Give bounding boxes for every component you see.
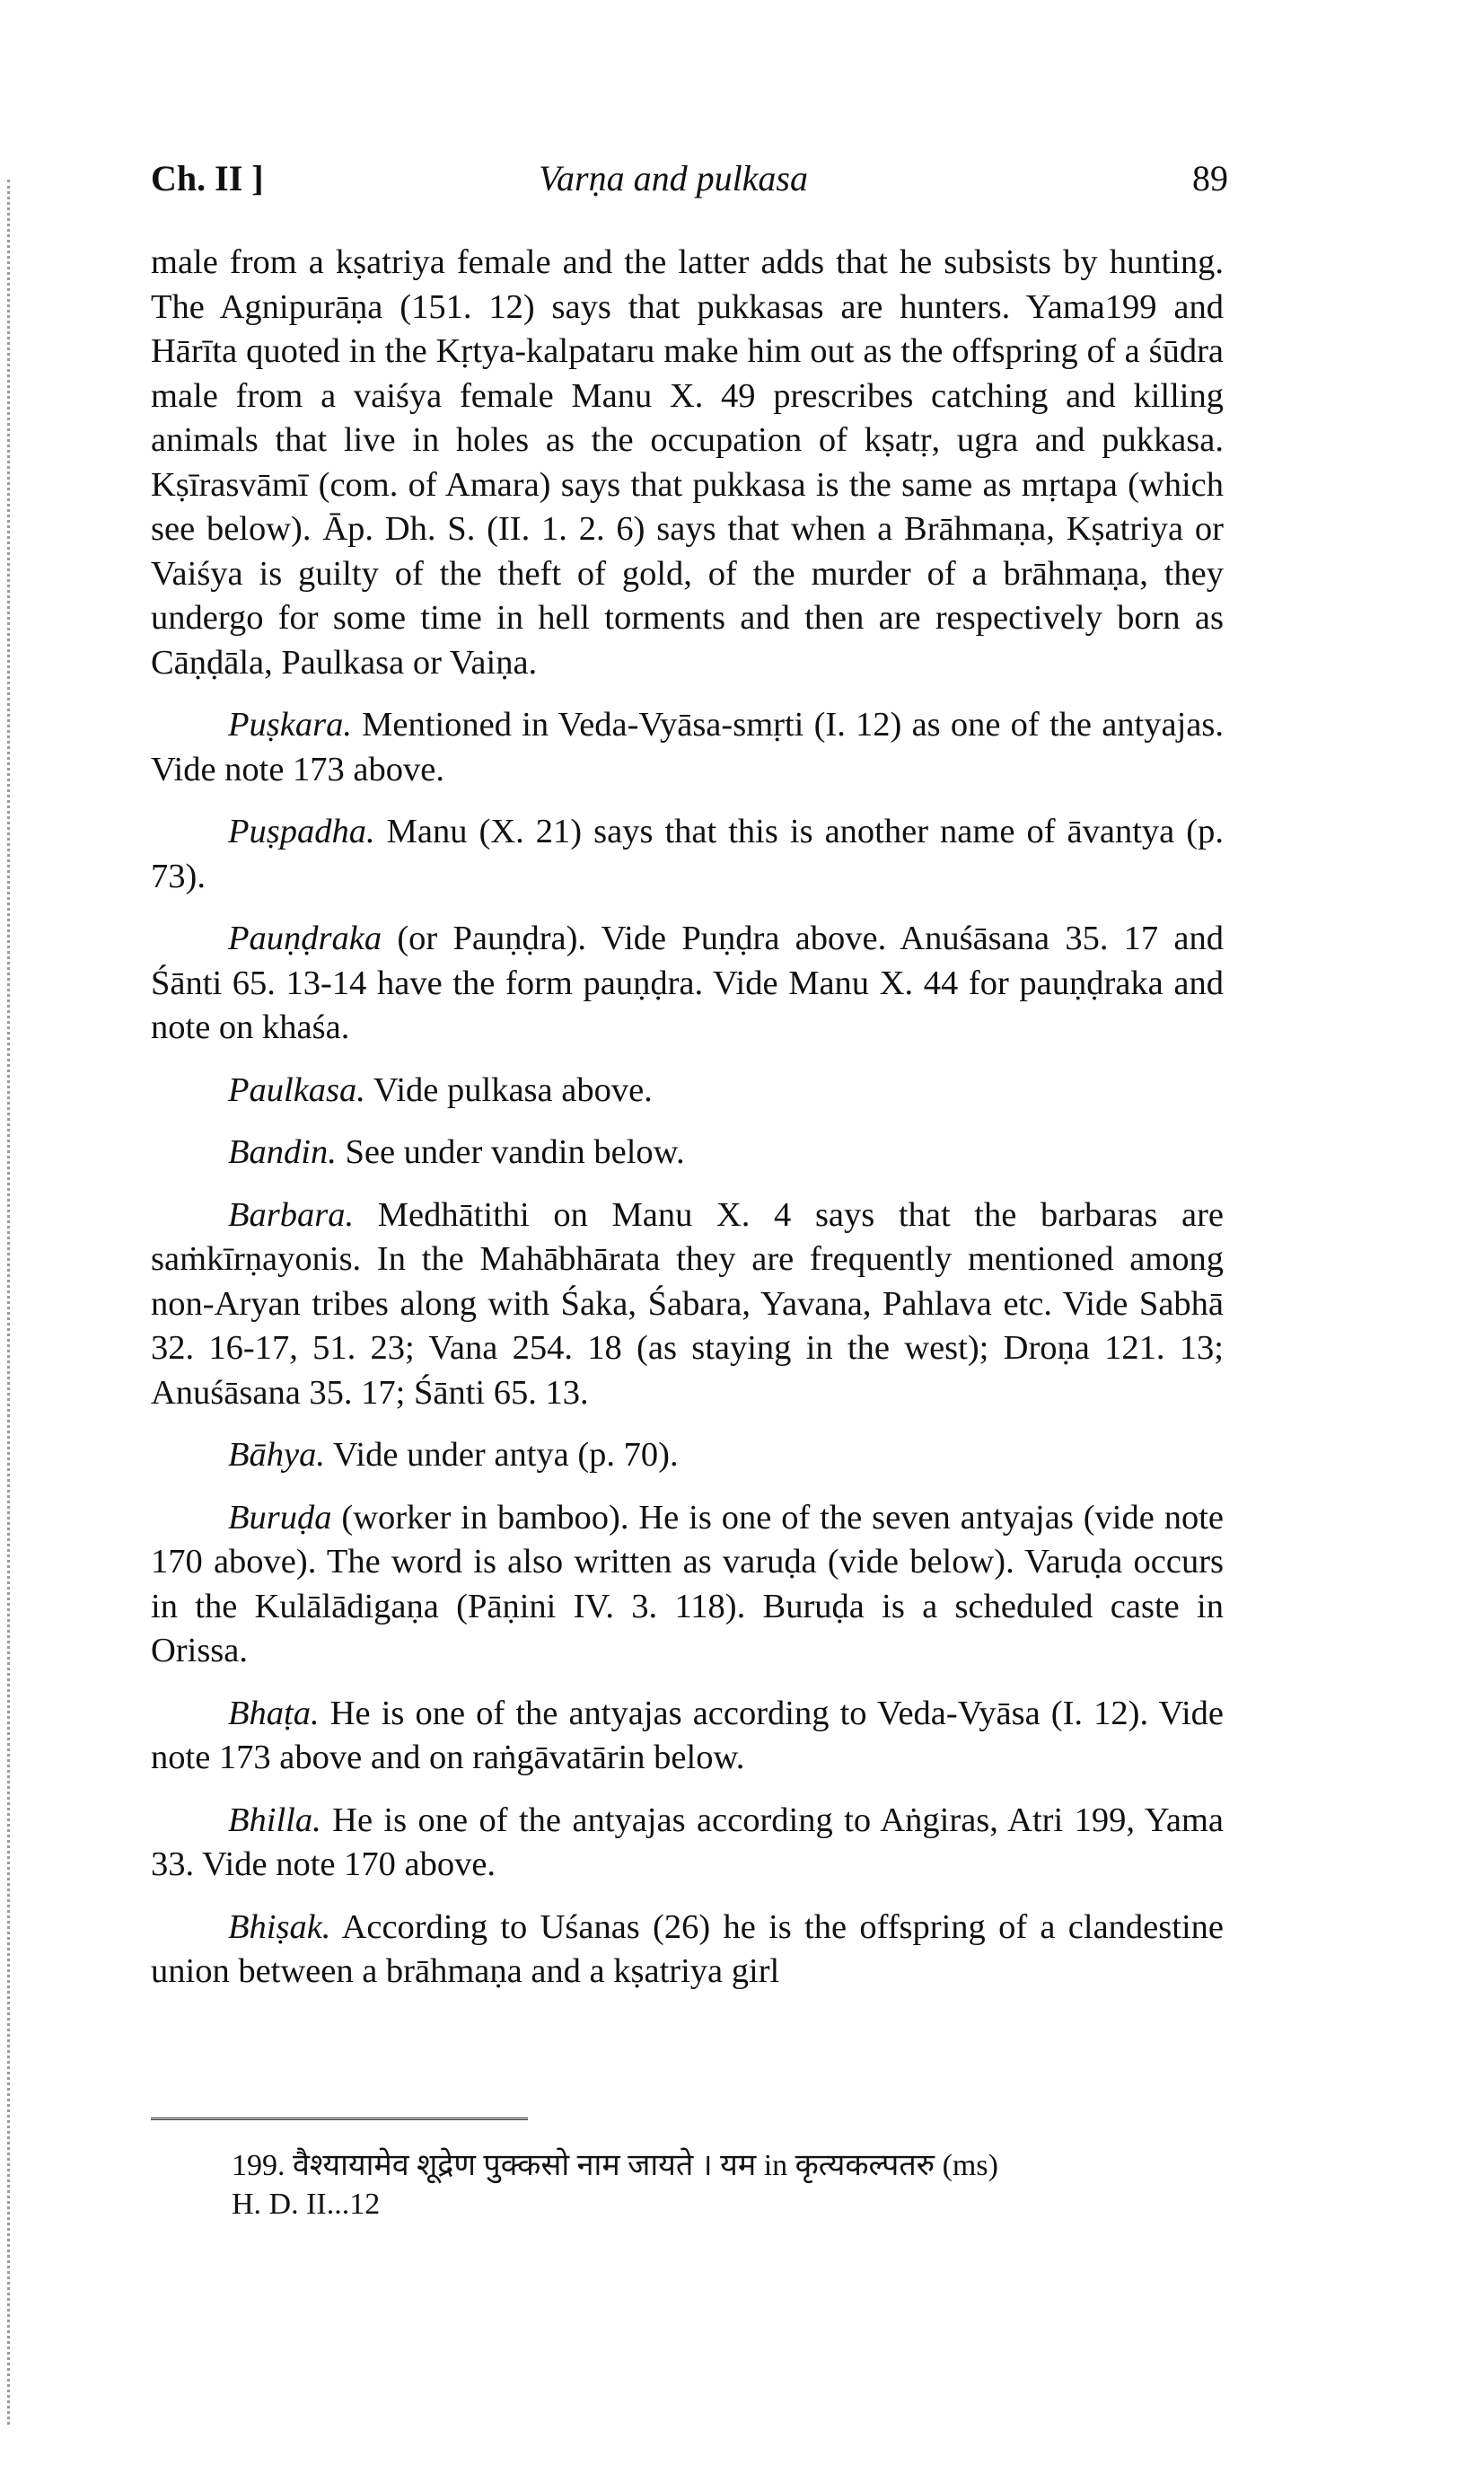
printer-signature-line: H. D. II...12 xyxy=(232,2188,381,2221)
opening-paragraph: male from a kṣatriya female and the latter adds that he subsists by hunting. The Agnipurāṇa (151. 12) says that pukkasas are hunters. Yama199 and Hārīta quoted in the Kṛtya-kalpataru make him out as the offspring of a śūdra male from a vaiśya female Manu X. 49 prescribes catching and killing animals that live in holes as the occupation of kṣatṛ, ugra and pukkasa. Kṣīrasvāmī (com. of Amara) says that pukkasa is the same as mṛtapa (which see below). Āp. Dh. S. (II. 1. 2. 6) says that when a Brāhmaṇa, Kṣatriya or Vaiśya is guilty of the theft of gold, of the murder of a brāhmaṇa, they undergo for some time in hell torments and then are respectively born as Cāṇḍāla, Paulkasa or Vaiṇa. xyxy=(151,243,1224,682)
entry-text: (or Pauṇḍra). Vide Puṇḍra above. Anuśāsana 35. 17 and Śānti 65. 13-14 have the form pauṇḍra. Vide Manu X. 44 for pauṇḍraka and note on khaśa. xyxy=(151,920,1224,1046)
footnote-text: वैश्यायामेव शूद्रेण पुक्कसो नाम जायते । यम in कृत्यकल्पतरु (ms) xyxy=(293,2149,998,2182)
chapter-label: Ch. II ] xyxy=(151,158,264,198)
main-text xyxy=(151,241,1224,2012)
entry-paundraka xyxy=(151,917,1224,1051)
margin-dotted-rule xyxy=(7,180,10,2425)
entry-barbara xyxy=(151,1193,1224,1416)
running-header xyxy=(151,157,1228,211)
entry-text: Mentioned in Veda-Vyāsa-smṛti (I. 12) as one of the antyajas. Vide note 173 above. xyxy=(151,706,1224,788)
entry-term: Bhilla. xyxy=(228,1801,321,1839)
entry-puskara xyxy=(151,703,1224,792)
entry-paulkasa xyxy=(151,1069,1224,1114)
entry-term: Buruḍa xyxy=(228,1498,332,1537)
entry-text: According to Uśanas (26) he is the offspring of a clandestine union between a brāhmaṇa and a kṣatriya girl xyxy=(151,1907,1224,1990)
entry-text: Manu (X. 21) says that this is another name of āvantya (p. 73). xyxy=(151,813,1224,895)
entry-text: He is one of the antyajas according to Veda-Vyāsa (I. 12). Vide note 173 above and on raṅgāvatārin below. xyxy=(151,1694,1224,1776)
entry-term: Puṣpadha. xyxy=(228,813,375,850)
entry-text: Vide under antya (p. 70). xyxy=(332,1436,679,1474)
entry-term: Puṣkara. xyxy=(228,706,352,744)
entry-text: He is one of the antyajas according to Aṅgiras, Atri 199, Yama 33. Vide note 170 above. xyxy=(151,1801,1225,1883)
entry-term: Pauṇḍraka xyxy=(228,920,382,957)
entry-term: Bandin. xyxy=(228,1133,337,1171)
running-title: Varṇa and pulkasa xyxy=(539,158,808,198)
entry-term: Bāhya. xyxy=(228,1436,325,1474)
entry-bhisak xyxy=(151,1906,1224,1994)
entry-bhata xyxy=(151,1692,1224,1781)
entry-text: Vide pulkasa above. xyxy=(373,1070,653,1109)
entry-buruda xyxy=(151,1496,1224,1674)
entry-term: Barbara. xyxy=(228,1195,355,1234)
entry-term: Paulkasa. xyxy=(228,1070,365,1109)
entry-term: Bhaṭa. xyxy=(228,1694,320,1732)
entry-bahya xyxy=(151,1433,1224,1478)
footnote xyxy=(232,2144,998,2188)
footnote-number: 199. xyxy=(232,2149,285,2182)
entry-bandin xyxy=(151,1131,1224,1176)
entry-text: See under vandin below. xyxy=(345,1133,685,1171)
page-number: 89 xyxy=(1192,158,1228,198)
entry-term: Bhiṣak. xyxy=(228,1907,331,1946)
footnote-divider xyxy=(151,2118,528,2120)
entry-bhilla xyxy=(151,1799,1224,1888)
entry-text: (worker in bamboo). He is one of the seven antyajas (vide note 170 above). The word is also written as varuḍa (vide below). Varuḍa occurs in the Kulālādigaṇa (Pāṇini IV. 3. 118). Buruḍa is a scheduled caste in Orissa. xyxy=(151,1498,1224,1669)
entry-puspadha xyxy=(151,810,1224,899)
entry-text: Medhātithi on Manu X. 4 says that the barbaras are saṁkīrṇayonis. In the Mahābhārata they are frequently mentioned among non-Aryan tribes along with Śaka, Śabara, Yavana, Pahlava etc. Vide Sabhā 32. 16-17, 51. 23; Vana 254. 18 (as staying in the west); Droṇa 121. 13; Anuśāsana 35. 17; Śānti 65. 13. xyxy=(151,1195,1225,1412)
